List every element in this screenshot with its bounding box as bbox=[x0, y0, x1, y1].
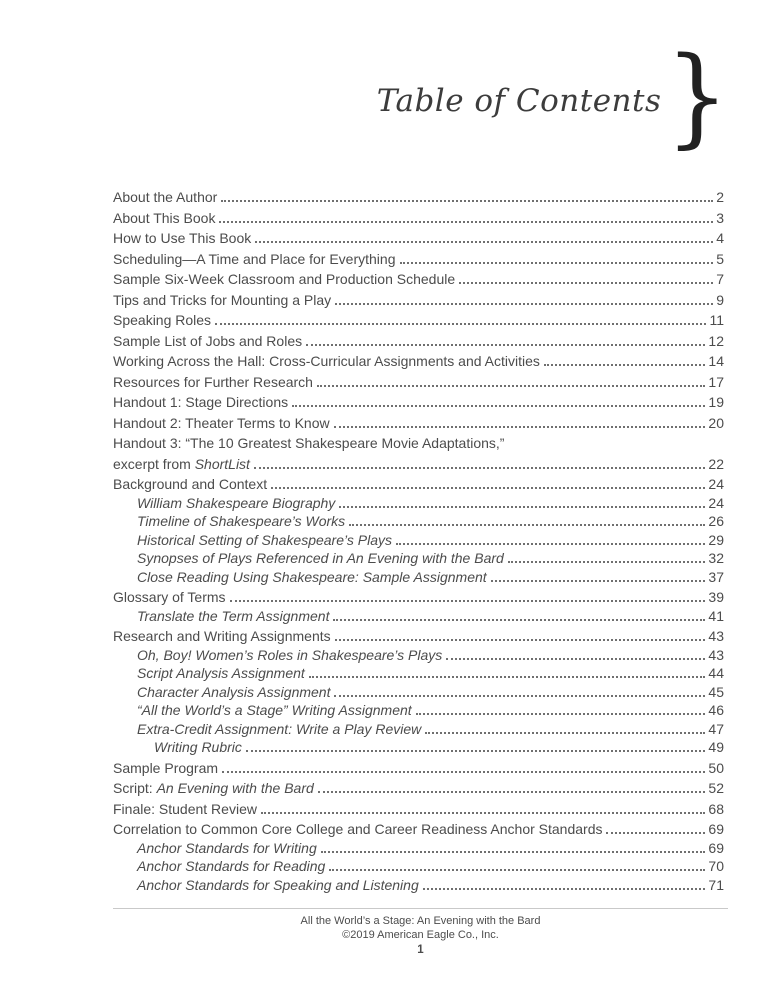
toc-entry bbox=[113, 627, 724, 646]
dot-leader bbox=[292, 405, 705, 407]
dot-leader bbox=[230, 600, 706, 602]
toc-entry bbox=[113, 393, 724, 412]
toc-entry bbox=[113, 332, 724, 351]
toc-entry bbox=[113, 549, 724, 568]
toc-entry-page: 69 bbox=[708, 821, 724, 837]
toc-entry-label: About the Author bbox=[113, 189, 218, 205]
dot-leader bbox=[349, 524, 705, 526]
toc-entry bbox=[113, 646, 724, 665]
toc-entry-label: Scheduling—A Time and Place for Everything bbox=[113, 250, 396, 267]
dot-leader bbox=[423, 888, 706, 890]
toc-entry-label: Translate the Term Assignment bbox=[137, 607, 330, 624]
dot-leader bbox=[309, 676, 706, 678]
toc-entry bbox=[113, 759, 724, 778]
toc-entry-label: Script: An Evening with the Bard bbox=[113, 780, 314, 796]
toc-entry bbox=[113, 373, 724, 392]
toc-entry bbox=[113, 839, 724, 858]
toc-list bbox=[113, 188, 724, 894]
dot-leader bbox=[329, 869, 705, 871]
dot-leader bbox=[334, 695, 705, 697]
toc-entry bbox=[113, 738, 724, 757]
toc-entry bbox=[113, 494, 724, 513]
toc-entry-label: Glossary of Terms bbox=[113, 589, 226, 605]
toc-entry bbox=[113, 820, 724, 839]
dot-leader bbox=[219, 221, 713, 223]
dot-leader bbox=[425, 732, 705, 734]
toc-entry-label: Anchor Standards for Writing bbox=[137, 839, 317, 856]
toc-entry bbox=[113, 588, 724, 607]
toc-entry bbox=[113, 701, 724, 720]
toc-entry bbox=[113, 607, 724, 626]
page-title: Table of Contents bbox=[376, 83, 662, 119]
toc-entry-page: 24 bbox=[708, 494, 724, 511]
toc-entry-page: 7 bbox=[716, 271, 724, 287]
dot-leader bbox=[446, 658, 705, 660]
toc-entry-page: 70 bbox=[708, 858, 724, 874]
dot-leader bbox=[491, 580, 706, 582]
dot-leader bbox=[254, 467, 705, 469]
footer-book-title: All the World’s a Stage: An Evening with the Bard bbox=[300, 915, 541, 927]
dot-leader bbox=[396, 543, 705, 545]
toc-entry-page: 43 bbox=[708, 646, 724, 663]
toc-entry bbox=[113, 531, 724, 550]
dot-leader bbox=[400, 262, 714, 264]
toc-entry-page: 45 bbox=[708, 683, 724, 700]
page-title-block bbox=[376, 33, 729, 160]
footer-page-number: 1 bbox=[417, 944, 424, 956]
toc-entry bbox=[113, 475, 724, 494]
toc-entry-label: Finale: Student Review bbox=[113, 800, 257, 817]
toc-entry bbox=[113, 311, 724, 330]
toc-entry-page: 71 bbox=[708, 876, 724, 893]
toc-entry bbox=[113, 270, 724, 289]
toc-entry-page: 20 bbox=[708, 414, 724, 431]
dot-leader bbox=[246, 750, 706, 752]
dot-leader bbox=[222, 771, 705, 773]
toc-entry-page: 22 bbox=[708, 455, 724, 472]
toc-entry-label: Handout 3: “The 10 Greatest Shakespeare Movie Adaptations,” bbox=[113, 435, 505, 451]
toc-entry bbox=[113, 876, 724, 895]
toc-entry-page: 19 bbox=[708, 394, 724, 410]
dot-leader bbox=[335, 639, 706, 641]
toc-entry-page: 52 bbox=[708, 780, 724, 796]
toc-entry-label: Speaking Roles bbox=[113, 312, 212, 328]
dot-leader bbox=[318, 791, 706, 793]
brace-ornament-icon: } bbox=[665, 33, 729, 160]
toc-entry-page: 29 bbox=[708, 531, 724, 548]
toc-entry bbox=[113, 414, 724, 433]
footer-copyright: ©2019 American Eagle Co., Inc. bbox=[342, 929, 499, 941]
toc-entry-label: About This Book bbox=[113, 209, 216, 226]
dot-leader bbox=[255, 241, 713, 243]
toc-entry bbox=[113, 568, 724, 587]
toc-entry bbox=[113, 250, 724, 269]
toc-entry-page: 32 bbox=[708, 550, 724, 566]
toc-entry-page: 4 bbox=[716, 230, 724, 246]
toc-entry-page: 69 bbox=[708, 839, 724, 856]
toc-entry-label: Background and Context bbox=[113, 476, 268, 492]
toc-entry-page: 47 bbox=[708, 720, 724, 737]
toc-entry bbox=[113, 664, 724, 683]
toc-entry-label: Oh, Boy! Women’s Roles in Shakespeare’s Plays bbox=[137, 646, 443, 663]
dot-leader bbox=[215, 323, 706, 325]
toc-entry-label: Close Reading Using Shakespeare: Sample Assignment bbox=[137, 568, 487, 585]
toc-entry bbox=[113, 434, 724, 453]
toc-entry-page: 5 bbox=[716, 250, 724, 267]
toc-entry-label: Writing Rubric bbox=[154, 739, 242, 755]
toc-entry-page: 50 bbox=[708, 759, 724, 776]
dot-leader bbox=[459, 282, 713, 284]
toc-entry-page: 46 bbox=[708, 702, 724, 718]
toc-entry-page: 37 bbox=[708, 568, 724, 585]
toc-entry-label: Handout 1: Stage Directions bbox=[113, 394, 289, 410]
dot-leader bbox=[606, 832, 705, 834]
toc-entry-label: Anchor Standards for Speaking and Listening bbox=[137, 876, 419, 893]
toc-entry-label: Historical Setting of Shakespeare’s Plays bbox=[137, 531, 392, 548]
dot-leader bbox=[339, 506, 705, 508]
toc-entry-page: 3 bbox=[716, 209, 724, 226]
toc-entry-page: 44 bbox=[708, 665, 724, 681]
toc-entry bbox=[113, 188, 724, 207]
toc-entry-page: 17 bbox=[708, 373, 724, 390]
page-footer bbox=[113, 908, 728, 957]
toc-entry bbox=[113, 800, 724, 819]
toc-entry-page: 43 bbox=[708, 628, 724, 644]
dot-leader bbox=[321, 851, 706, 853]
toc-entry-page: 26 bbox=[708, 513, 724, 529]
toc-entry-label: William Shakespeare Biography bbox=[137, 494, 336, 511]
toc-entry bbox=[113, 683, 724, 702]
toc-entry-label: Sample List of Jobs and Roles bbox=[113, 332, 303, 349]
dot-leader bbox=[271, 487, 705, 489]
toc-entry-page: 41 bbox=[708, 607, 724, 624]
dot-leader bbox=[317, 385, 705, 387]
toc-entry-label: Correlation to Common Core College and Career Readiness Anchor Standards bbox=[113, 821, 603, 837]
toc-entry-label: Extra-Credit Assignment: Write a Play Review bbox=[137, 720, 422, 737]
toc-entry-label: excerpt from ShortList bbox=[113, 455, 250, 472]
footer-divider bbox=[113, 908, 728, 909]
dot-leader bbox=[334, 426, 706, 428]
toc-entry-page: 68 bbox=[708, 800, 724, 817]
toc-entry bbox=[113, 291, 724, 310]
toc-entry-label: “All the World’s a Stage” Writing Assignment bbox=[137, 702, 412, 718]
toc-entry-label: Script Analysis Assignment bbox=[137, 665, 305, 681]
dot-leader bbox=[306, 344, 705, 346]
toc-entry bbox=[113, 229, 724, 248]
dot-leader bbox=[416, 713, 706, 715]
toc-entry bbox=[113, 455, 724, 474]
toc-entry bbox=[113, 352, 724, 371]
dot-leader bbox=[333, 619, 705, 621]
toc-entry bbox=[113, 720, 724, 739]
toc-entry-label: Tips and Tricks for Mounting a Play bbox=[113, 291, 332, 308]
toc-entry-label: Handout 2: Theater Terms to Know bbox=[113, 414, 330, 431]
toc-entry-page: 39 bbox=[708, 589, 724, 605]
toc-entry-page: 49 bbox=[708, 739, 724, 755]
toc-entry-label: Synopses of Plays Referenced in An Evening with the Bard bbox=[137, 550, 504, 566]
toc-entry-label: Resources for Further Research bbox=[113, 373, 313, 390]
toc-entry-page: 24 bbox=[708, 476, 724, 492]
toc-entry-label: Sample Program bbox=[113, 759, 219, 776]
toc-entry-label: Anchor Standards for Reading bbox=[137, 858, 326, 874]
toc-entry bbox=[113, 857, 724, 876]
dot-leader bbox=[261, 812, 705, 814]
toc-entry bbox=[113, 779, 724, 798]
dot-leader bbox=[221, 200, 713, 202]
toc-entry-label: Research and Writing Assignments bbox=[113, 628, 331, 644]
toc-entry-label: How to Use This Book bbox=[113, 230, 252, 246]
toc-entry-page: 2 bbox=[716, 189, 724, 205]
dot-leader bbox=[335, 303, 713, 305]
toc-entry bbox=[113, 512, 724, 531]
dot-leader bbox=[544, 364, 706, 366]
toc-entry-label: Timeline of Shakespeare’s Works bbox=[137, 513, 346, 529]
toc-entry bbox=[113, 209, 724, 228]
toc-entry-page: 9 bbox=[716, 291, 724, 308]
toc-entry-label: Working Across the Hall: Cross-Curricular Assignments and Activities bbox=[113, 353, 540, 369]
toc-entry-label: Character Analysis Assignment bbox=[137, 683, 331, 700]
dot-leader bbox=[508, 561, 706, 563]
toc-entry-page: 12 bbox=[708, 332, 724, 349]
toc-entry-label: Sample Six-Week Classroom and Production Schedule bbox=[113, 271, 456, 287]
toc-entry-page: 11 bbox=[709, 312, 724, 328]
toc-entry-page: 14 bbox=[708, 353, 724, 369]
